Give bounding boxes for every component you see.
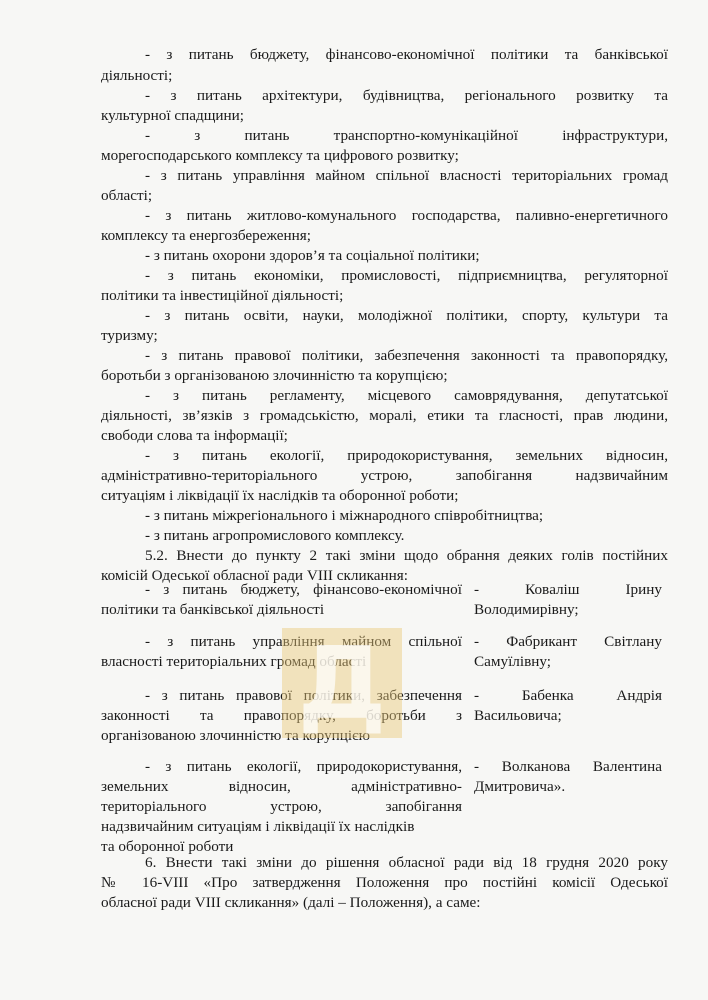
- list-line: - з питань регламенту, місцевого самоврядування, депутатської: [145, 387, 668, 404]
- table-person: Самуїлівну;: [474, 653, 552, 670]
- table-commission: - з питань правової політики, забезпечення: [145, 687, 462, 704]
- section-6-text: № 16-VIII «Про затвердження Положення про постійні комісії Одеської: [101, 874, 668, 891]
- table-commission: надзвичайним ситуаціям і ліквідації їх наслідків: [101, 818, 415, 835]
- table-commission: - з питань екології, природокористування,: [145, 758, 462, 775]
- list-line: - з питань екології, природокористування, земельних відносин,: [145, 447, 668, 464]
- list-line: туризму;: [101, 327, 158, 344]
- table-person: Володимирівну;: [474, 601, 579, 618]
- table-commission: та оборонної роботи: [101, 838, 234, 855]
- list-line: культурної спадщини;: [101, 107, 245, 124]
- watermark-letter: Д: [297, 624, 387, 742]
- table-commission: політики та банківської діяльності: [101, 601, 325, 618]
- list-line: області;: [101, 187, 153, 204]
- list-line: діяльності;: [101, 67, 173, 84]
- table-person: Васильовича;: [474, 707, 562, 724]
- list-line: - з питань транспортно-комунікаційної інфраструктури,: [145, 127, 668, 144]
- section-6-text: 6. Внести такі зміни до рішення обласної ради від 18 грудня 2020 року: [145, 854, 668, 871]
- list-line: - з питань міжрегіонального і міжнародного співробітництва;: [145, 507, 544, 524]
- section-5-2-text: комісій Одеської обласної ради VIII скликання:: [101, 567, 408, 584]
- table-commission: організованою злочинністю та корупцією: [101, 727, 371, 744]
- list-line: - з питань бюджету, фінансово-економічної політики та банківської: [145, 46, 668, 63]
- list-line: боротьби з організованою злочинністю та корупцією;: [101, 367, 448, 384]
- table-commission: законності та правопорядку, боротьби з: [101, 707, 462, 724]
- list-line: свободи слова та інформації;: [101, 427, 288, 444]
- table-commission: - з питань управління майном спільної: [145, 633, 462, 650]
- list-line: - з питань освіти, науки, молодіжної політики, спорту, культури та: [145, 307, 668, 324]
- table-person: - Ковaліш Ірину: [474, 581, 662, 598]
- list-line: - з питань управління майном спільної власності територіальних громад: [145, 167, 668, 184]
- table-commission: земельних відносин, адміністративно-: [101, 778, 462, 795]
- section-5-2-text: 5.2. Внести до пункту 2 такі зміни щодо обрання деяких голів постійних: [145, 547, 668, 564]
- list-line: - з питань охорони здоров’я та соціальної політики;: [145, 247, 480, 264]
- list-line: морегосподарського комплексу та цифрового розвитку;: [101, 147, 459, 164]
- watermark-logo: [282, 624, 402, 742]
- table-person: - Бабенка Андрія: [474, 687, 662, 704]
- table-person: Дмитровича».: [474, 778, 566, 795]
- list-line: адміністративно-територіального устрою, запобігання надзвичайним: [101, 467, 668, 484]
- list-line: діяльності, зв’язків з громадськістю, моралі, етики та гласності, прав людини,: [101, 407, 668, 424]
- list-line: - з питань правової політики, забезпечення законності та правопорядку,: [145, 347, 668, 364]
- section-6-text: обласної ради VIII скликання» (далі – Положення), а саме:: [101, 894, 481, 911]
- table-commission: власності територіальних громад області: [101, 653, 367, 670]
- list-line: - з питань житлово-комунального господарства, паливно-енергетичного: [145, 207, 668, 224]
- table-commission: територіального устрою, запобігання: [101, 798, 462, 815]
- table-person: - Фабрикант Світлану: [474, 633, 662, 650]
- list-line: комплексу та енергозбереження;: [101, 227, 312, 244]
- table-person: - Волканова Валентина: [474, 758, 662, 775]
- table-commission: - з питань бюджету, фінансово-економічної: [145, 581, 462, 598]
- list-line: - з питань агропромислового комплексу.: [145, 527, 405, 544]
- list-line: - з питань економіки, промисловості, підприємництва, регуляторної: [145, 267, 668, 284]
- list-line: ситуаціям і ліквідації їх наслідків та оборонної роботи;: [101, 487, 459, 504]
- list-line: - з питань архітектури, будівництва, регіонального розвитку та: [145, 87, 668, 104]
- list-line: політики та інвестиційної діяльності;: [101, 287, 344, 304]
